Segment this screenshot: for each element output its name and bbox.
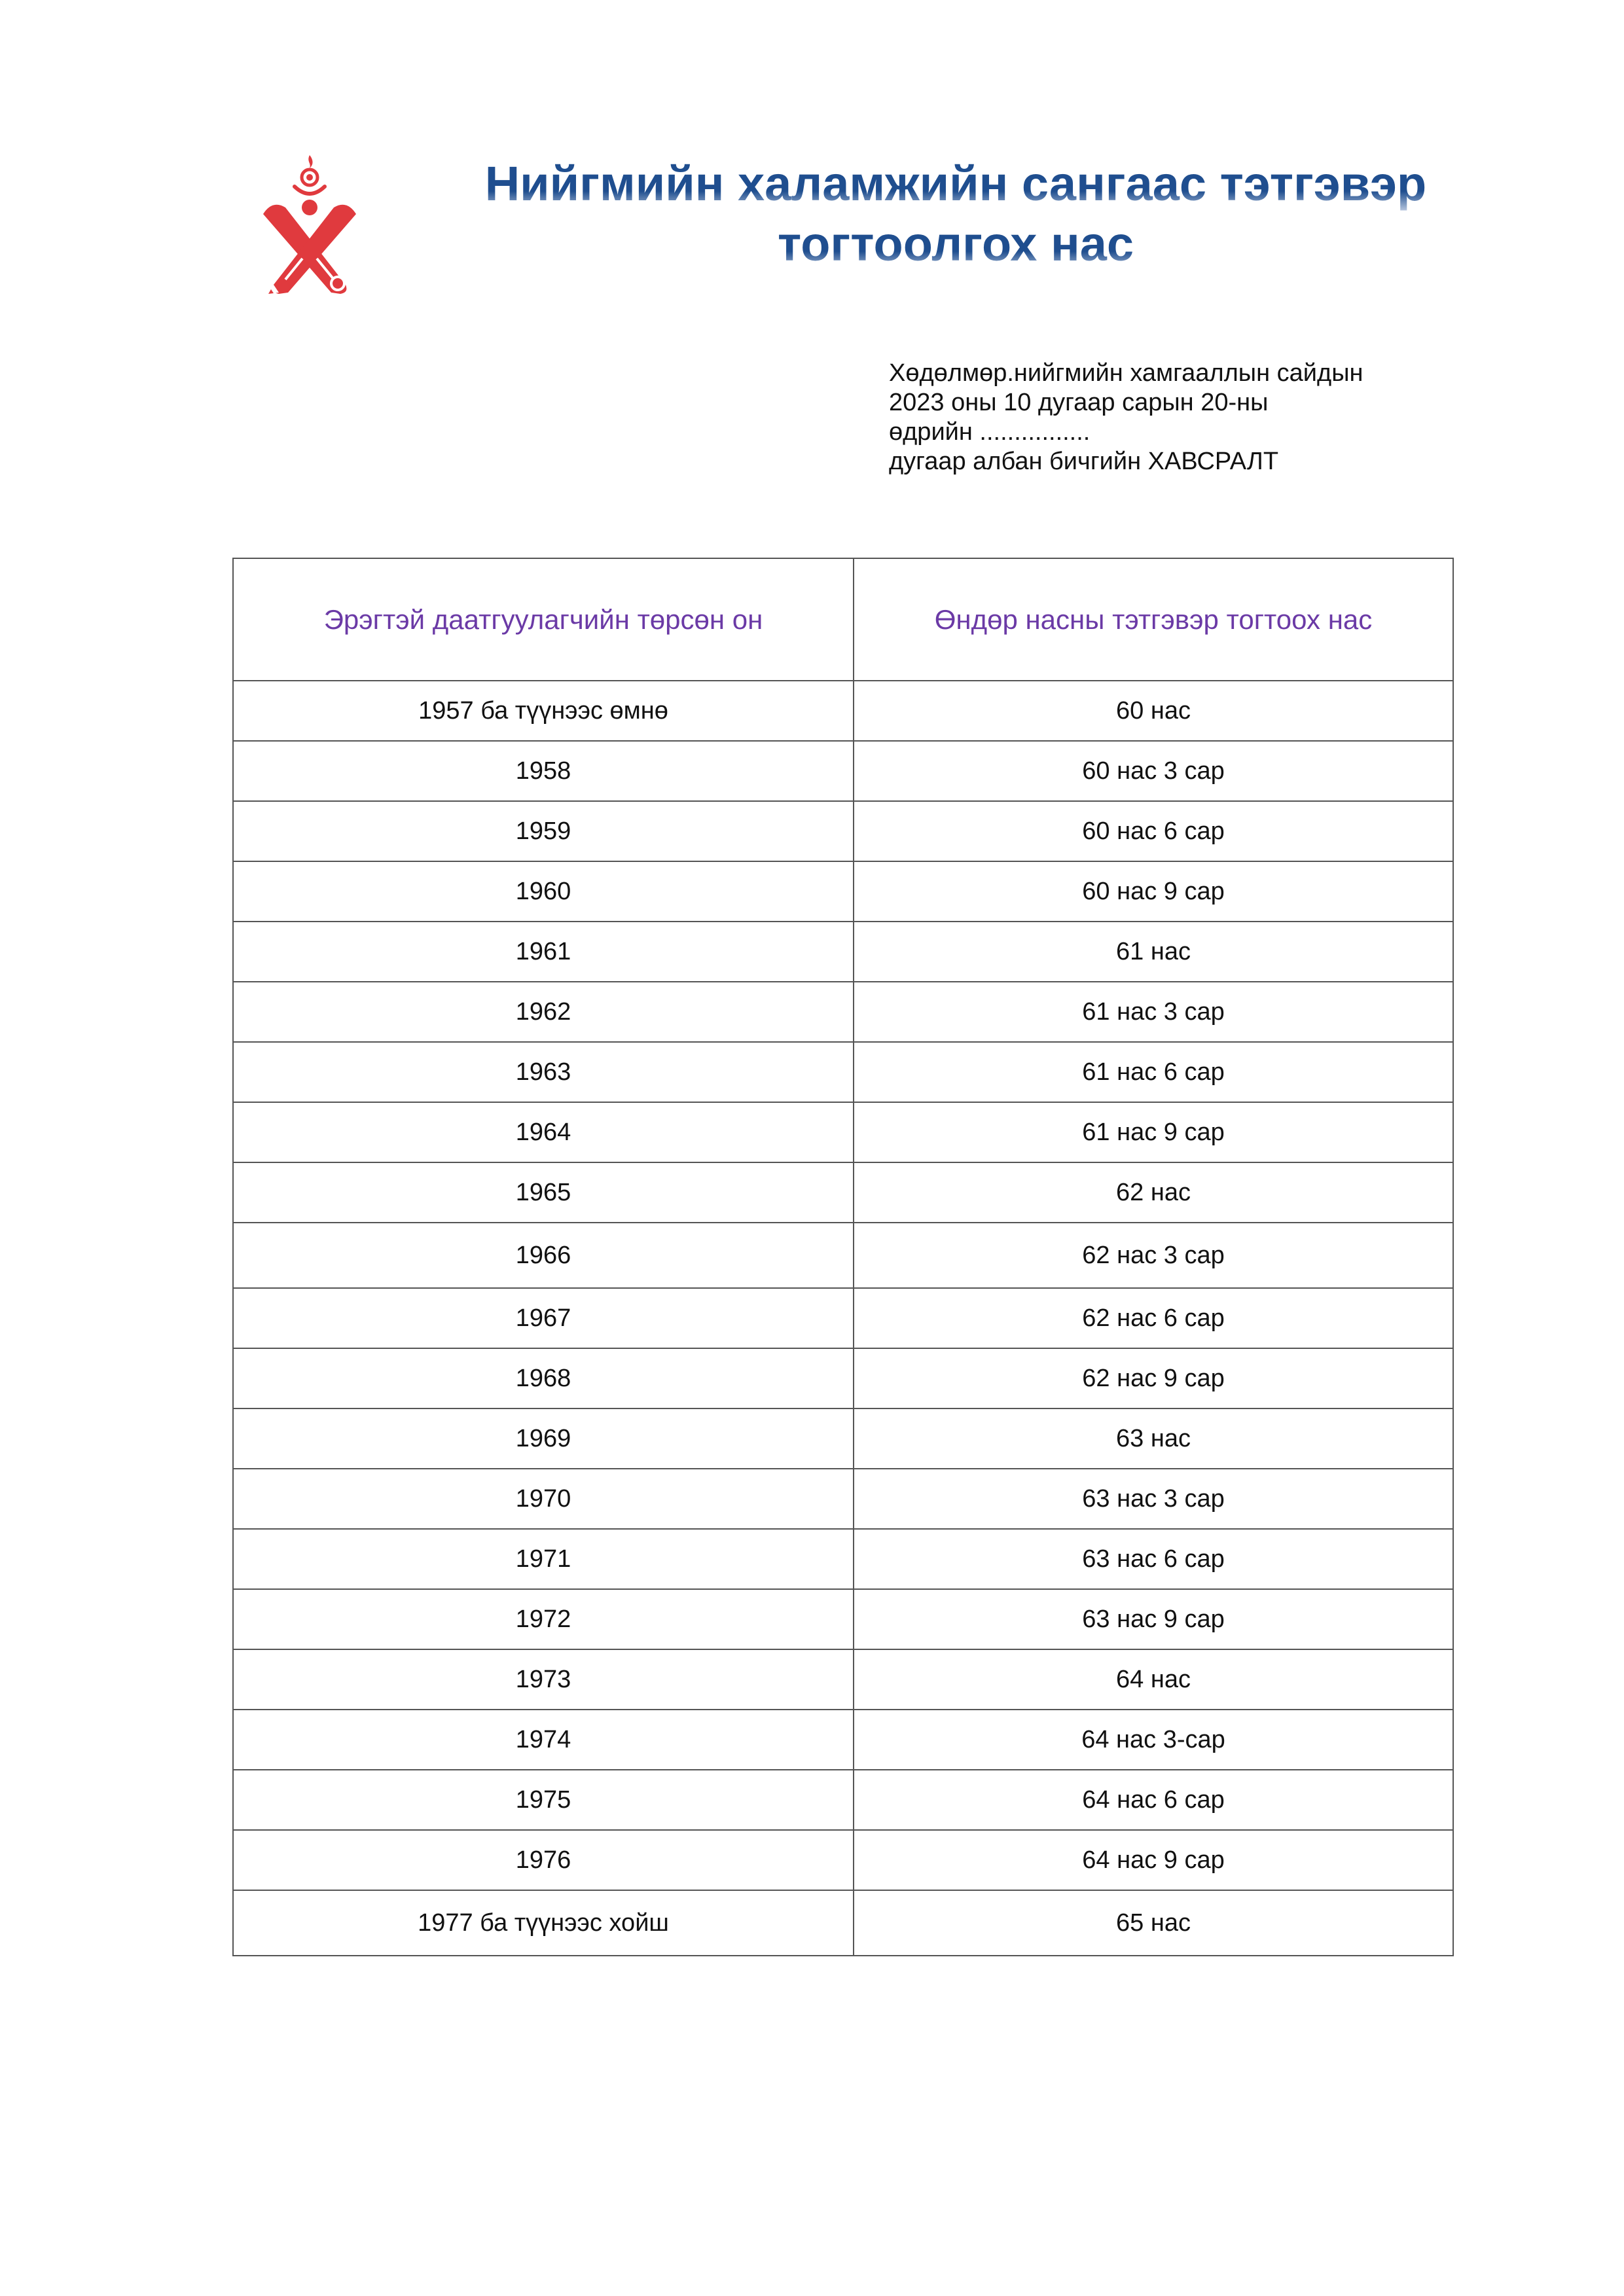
- cell-retirement-age: 64 нас 6 сар: [854, 1770, 1453, 1830]
- cell-birth-year: 1968: [233, 1348, 854, 1408]
- table-row: [233, 922, 1453, 982]
- cell-retirement-age: 64 нас 9 сар: [854, 1830, 1453, 1890]
- cell-retirement-age: 60 нас 3 сар: [854, 741, 1453, 801]
- cell-birth-year: 1969: [233, 1408, 854, 1469]
- table-row: [233, 1469, 1453, 1529]
- table-row: [233, 1042, 1453, 1102]
- cell-retirement-age: 60 нас 6 сар: [854, 801, 1453, 861]
- cell-retirement-age: 63 нас 3 сар: [854, 1469, 1453, 1529]
- table-row: [233, 1830, 1453, 1890]
- cell-retirement-age: 65 нас: [854, 1890, 1453, 1956]
- cell-birth-year: 1963: [233, 1042, 854, 1102]
- table-body: [233, 681, 1453, 1956]
- cell-retirement-age: 63 нас: [854, 1408, 1453, 1469]
- table-row: [233, 1529, 1453, 1589]
- cell-birth-year: 1975: [233, 1770, 854, 1830]
- cell-birth-year: 1972: [233, 1589, 854, 1649]
- table-row: [233, 801, 1453, 861]
- table-header-row: [233, 558, 1453, 681]
- table-row: [233, 1710, 1453, 1770]
- cell-retirement-age: 62 нас 9 сар: [854, 1348, 1453, 1408]
- cell-birth-year: 1977 ба түүнээс хойш: [233, 1890, 854, 1956]
- table-row: [233, 741, 1453, 801]
- annex-reference: [889, 359, 1478, 476]
- table-row: [233, 1223, 1453, 1288]
- cell-retirement-age: 60 нас 9 сар: [854, 861, 1453, 922]
- table-row: [233, 861, 1453, 922]
- table-row: [233, 1589, 1453, 1649]
- cell-retirement-age: 63 нас 9 сар: [854, 1589, 1453, 1649]
- cell-birth-year: 1959: [233, 801, 854, 861]
- cell-retirement-age: 62 нас: [854, 1162, 1453, 1223]
- cell-birth-year: 1971: [233, 1529, 854, 1589]
- cell-birth-year: 1958: [233, 741, 854, 801]
- page-title: [458, 154, 1453, 274]
- annex-line-2: 2023 оны 10 дугаар сарын 20-ны: [889, 389, 1269, 416]
- table-row: [233, 1348, 1453, 1408]
- annex-line-1: Хөдөлмөр.нийгмийн хамгааллын сайдын: [889, 359, 1363, 387]
- cell-retirement-age: 61 нас 6 сар: [854, 1042, 1453, 1102]
- cell-retirement-age: 64 нас 3-сар: [854, 1710, 1453, 1770]
- cell-retirement-age: 61 нас 9 сар: [854, 1102, 1453, 1162]
- table-row: [233, 1288, 1453, 1348]
- annex-line-4: дугаар албан бичгийн ХАВСРАЛТ: [889, 448, 1279, 475]
- table-row: [233, 1649, 1453, 1710]
- cell-retirement-age: 62 нас 3 сар: [854, 1223, 1453, 1288]
- cell-birth-year: 1973: [233, 1649, 854, 1710]
- cell-retirement-age: 62 нас 6 сар: [854, 1288, 1453, 1348]
- cell-birth-year: 1960: [233, 861, 854, 922]
- cell-retirement-age: 64 нас: [854, 1649, 1453, 1710]
- cell-birth-year: 1957 ба түүнээс өмнө: [233, 681, 854, 741]
- cell-birth-year: 1967: [233, 1288, 854, 1348]
- table-row: [233, 1102, 1453, 1162]
- cell-retirement-age: 60 нас: [854, 681, 1453, 741]
- table-row: [233, 982, 1453, 1042]
- cell-birth-year: 1964: [233, 1102, 854, 1162]
- column-header-birth-year: Эрэгтэй даатгуулагчийн төрсөн он: [233, 558, 854, 681]
- table-row: [233, 1162, 1453, 1223]
- mongolian-welfare-emblem-logo: [254, 154, 365, 298]
- table-row: [233, 1770, 1453, 1830]
- retirement-age-table: [232, 558, 1454, 1956]
- cell-birth-year: 1974: [233, 1710, 854, 1770]
- annex-line-3: өдрийн ................: [889, 418, 1091, 446]
- cell-birth-year: 1962: [233, 982, 854, 1042]
- page-title-line-1: Нийгмийн халамжийн сангаас тэтгэвэр: [458, 154, 1453, 214]
- cell-retirement-age: 63 нас 6 сар: [854, 1529, 1453, 1589]
- cell-retirement-age: 61 нас 3 сар: [854, 982, 1453, 1042]
- table-row: [233, 681, 1453, 741]
- cell-birth-year: 1961: [233, 922, 854, 982]
- table-row: [233, 1408, 1453, 1469]
- cell-birth-year: 1965: [233, 1162, 854, 1223]
- cell-birth-year: 1966: [233, 1223, 854, 1288]
- cell-birth-year: 1970: [233, 1469, 854, 1529]
- cell-birth-year: 1976: [233, 1830, 854, 1890]
- table-row: [233, 1890, 1453, 1956]
- page-title-line-2: тогтоолгох нас: [458, 214, 1453, 274]
- column-header-retirement-age: Өндөр насны тэтгэвэр тогтоох нас: [854, 558, 1453, 681]
- cell-retirement-age: 61 нас: [854, 922, 1453, 982]
